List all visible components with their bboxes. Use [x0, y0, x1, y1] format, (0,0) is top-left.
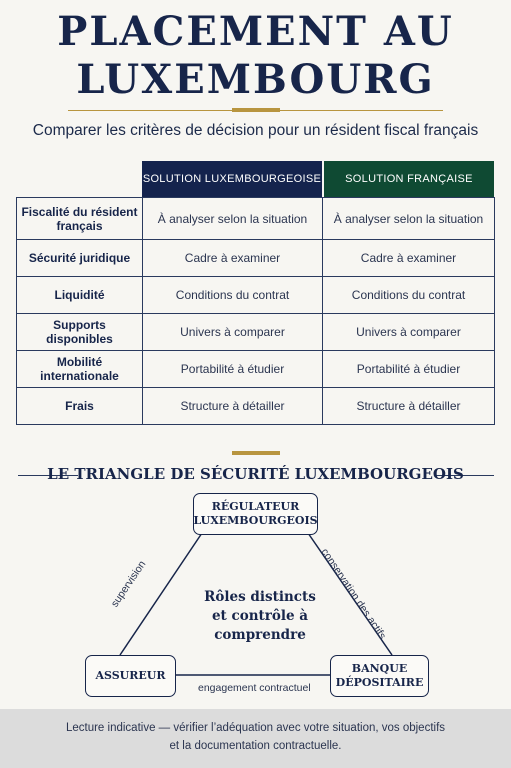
column-header-france: SOLUTION FRANÇAISE: [324, 161, 494, 197]
edge-label-engagement: engagement contractuel: [198, 682, 311, 694]
footer-note: [0, 709, 511, 768]
column-header-luxembourg: SOLUTION LUXEMBOURGEOISE: [142, 161, 322, 197]
footer-line-1: Lecture indicative — vérifier l’adéquation avec votre situation, vos objectifs: [65, 722, 446, 734]
france-cell: Univers à comparer: [323, 314, 495, 351]
title-line-1: PLACEMENT AU: [57, 8, 454, 55]
section-title: LE TRIANGLE DE SÉCURITÉ LUXEMBOURGEOIS: [47, 465, 464, 483]
luxembourg-cell: À analyser selon la situation: [143, 198, 323, 240]
edge-label-conservation: conservation des actifs: [318, 546, 389, 642]
france-cell: Cadre à examiner: [323, 240, 495, 277]
criterion-cell: Fiscalité du résident français: [17, 198, 143, 240]
luxembourg-cell: Portabilité à étudier: [143, 351, 323, 388]
france-cell: À analyser selon la situation: [323, 198, 495, 240]
node-insurer: ASSUREUR: [85, 655, 176, 697]
criterion-cell: Mobilité internationale: [17, 351, 143, 388]
subtitle: Comparer les critères de décision pour un résident fiscal français: [32, 122, 479, 139]
france-cell: Structure à détailler: [323, 388, 495, 425]
footer-line-2: et la documentation contractuelle.: [169, 740, 342, 752]
france-cell: Portabilité à étudier: [323, 351, 495, 388]
criterion-cell: Sécurité juridique: [17, 240, 143, 277]
triangle-center-text: Rôles distincts et contrôle à comprendre: [204, 589, 316, 643]
edge-label-supervision: supervision: [108, 558, 149, 610]
luxembourg-cell: Cadre à examiner: [143, 240, 323, 277]
criterion-cell: Supports disponibles: [17, 314, 143, 351]
edge-supervision-line: [120, 533, 202, 655]
luxembourg-cell: Conditions du contrat: [143, 277, 323, 314]
criterion-cell: Liquidité: [17, 277, 143, 314]
luxembourg-cell: Univers à comparer: [143, 314, 323, 351]
node-bank: BANQUE DÉPOSITAIRE: [330, 655, 429, 697]
title-line-2: LUXEMBOURG: [76, 56, 435, 103]
criterion-cell: Frais: [17, 388, 143, 425]
france-cell: Conditions du contrat: [323, 277, 495, 314]
node-regulator: RÉGULATEUR LUXEMBOURGEOIS: [193, 493, 318, 535]
luxembourg-cell: Structure à détailler: [143, 388, 323, 425]
